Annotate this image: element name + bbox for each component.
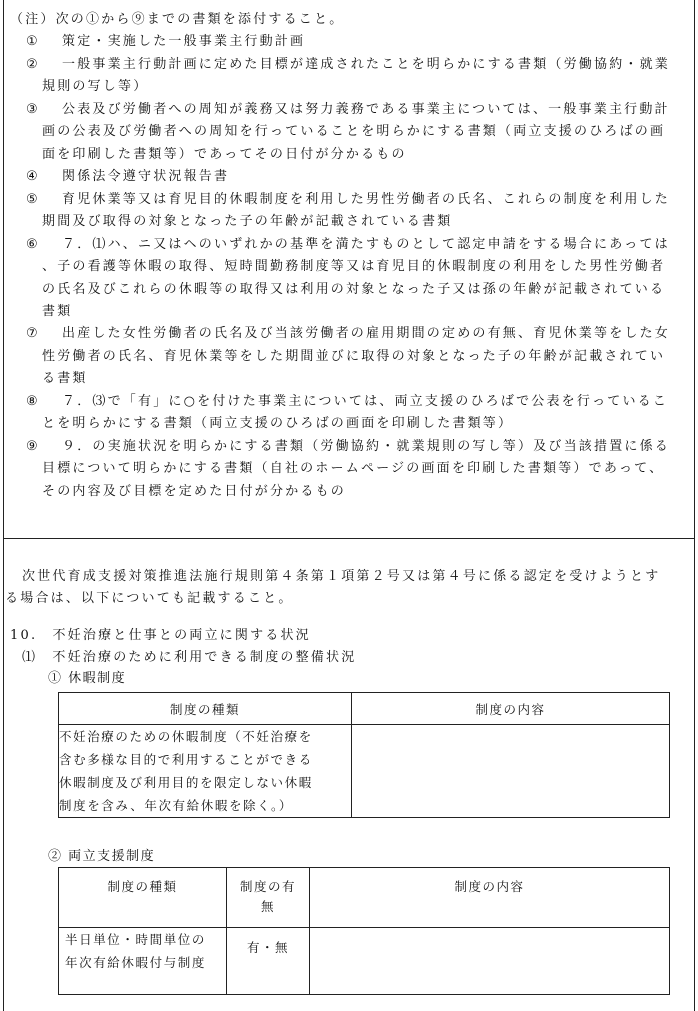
- note-6-number: ⑥: [26, 237, 38, 252]
- leave-row-content-cell[interactable]: [352, 725, 670, 818]
- table-header-row: [59, 693, 670, 725]
- support-row-type-line-1: 半日単位・時間単位の: [65, 932, 207, 947]
- note-7-line-2: 性労働者の氏名、育児休業等をした期間並びに取得の対象となった子の年齢が記載されてい: [42, 349, 666, 364]
- note-9-line-3: その内容及び目標を定めた日付が分かるもの: [42, 484, 347, 499]
- leave-col-type-header: 制度の種類: [59, 693, 352, 725]
- support-system-table: [58, 867, 670, 995]
- intro-line-1: 次世代育成支援対策推進法施行規則第４条第１項第２号又は第４号に係る認定を受けようとす: [22, 569, 661, 584]
- note-6-line-2: 、子の看護等休暇の取得、短時間勤務制度等又は育児目的休暇制度の利用をした男性労働者: [42, 259, 666, 274]
- leave-row-type-line-2: 含む多様な目的で利用することができる: [59, 752, 313, 767]
- support-system-title: ② 両立支援制度: [48, 849, 156, 864]
- note-6-line-1: ７．⑴ハ、ニ又はヘのいずれかの基準を満たすものとして認定申請をする場合にあっては: [62, 237, 670, 252]
- note-5-line-2: 期間及び取得の対象となった子の年齢が記載されている書類: [42, 214, 453, 229]
- leave-row-type-line-1: 不妊治療のための休暇制度（不妊治療を: [59, 729, 313, 744]
- note-7-number: ⑦: [26, 326, 38, 341]
- leave-system-title: ① 休暇制度: [48, 671, 127, 686]
- notes-heading: （注）次の①から⑨までの書類を添付すること。: [10, 12, 345, 27]
- note-2-line-2: 規則の写し等）: [42, 79, 149, 94]
- support-col-avail-line-2: 無: [260, 899, 275, 914]
- note-6-line-3: の氏名及びこれらの休暇等の取得又は利用の対象となった子又は孫の年齢が記載されている: [42, 282, 666, 297]
- leave-row-type-cell: [59, 725, 352, 818]
- note-2-line-1: 一般事業主行動計画に定めた目標が達成されたことを明らかにする書類（労働協約・就業: [62, 57, 671, 72]
- table-header-row: [59, 868, 670, 928]
- leave-system-table: [58, 692, 670, 818]
- support-col-avail-line-1: 制度の有: [239, 879, 296, 894]
- note-5-number: ⑤: [26, 192, 38, 207]
- note-9-line-1: ９．の実施状況を明らかにする書類（労働協約・就業規則の写し等）及び当該措置に係る: [62, 439, 671, 454]
- support-col-type-header: 制度の種類: [59, 868, 227, 928]
- table-row: [59, 725, 670, 818]
- note-1-number: ①: [26, 34, 38, 49]
- support-row-type-line-2: 年次有給休暇付与制度: [65, 955, 207, 970]
- section-10-title: 10. 不妊治療と仕事との両立に関する状況: [10, 628, 311, 643]
- page-border-left: [3, 0, 4, 1011]
- note-8-line-2: とを明らかにする書類（両立支援のひろばの画面を印刷した書類等）: [42, 416, 514, 431]
- note-1-line-1: 策定・実施した一般事業主行動計画: [62, 34, 306, 49]
- note-3-line-3: 面を印刷した書類等）であってその日付が分かるもの: [42, 147, 407, 162]
- note-9-line-2: 目標について明らかにする書類（自社のホームページの画面を印刷した書類等）であって、: [42, 461, 665, 476]
- leave-row-type-line-3: 休暇制度及び利用目的を限定しない休暇: [59, 775, 313, 790]
- support-row-content-cell[interactable]: [310, 928, 670, 995]
- note-8-line-1: ７．⑶で「有」に○を付けた事業主については、両立支援のひろばで公表を行っているこ: [62, 394, 669, 409]
- subsection-1-title: ⑴ 不妊治療のために利用できる制度の整備状況: [22, 650, 357, 665]
- note-2-number: ②: [26, 57, 38, 72]
- page-border-right: [694, 0, 695, 1011]
- note-7-line-1: 出産した女性労働者の氏名及び当該労働者の雇用期間の定めの有無、育児休業等をした女: [62, 326, 671, 341]
- leave-row-type-line-4: 制度を含み、年次有給休暇を除く。）: [59, 798, 293, 813]
- support-col-content-header: 制度の内容: [310, 868, 670, 928]
- note-7-line-3: る書類: [42, 371, 88, 386]
- intro-line-2: る場合は、以下についても記載すること。: [5, 591, 294, 606]
- support-row-type-cell: [59, 928, 227, 995]
- note-4-line-1: 関係法令遵守状況報告書: [62, 169, 230, 184]
- section-divider: [3, 538, 694, 539]
- note-9-number: ⑨: [26, 439, 38, 454]
- support-row-avail-cell[interactable]: 有・無: [227, 928, 310, 995]
- note-3-line-1: 公表及び労働者への周知が義務又は努力義務である事業主については、一般事業主行動計: [62, 102, 670, 117]
- note-5-line-1: 育児休業等又は育児目的休暇制度を利用した男性労働者の氏名、これらの制度を利用した: [62, 192, 671, 207]
- note-8-number: ⑧: [26, 394, 38, 409]
- support-col-avail-header: [227, 868, 310, 928]
- leave-col-content-header: 制度の内容: [352, 693, 670, 725]
- table-row: [59, 928, 670, 995]
- note-3-line-2: 画の公表及び労働者への周知を行っていることを明らかにする書類（両立支援のひろばの画: [42, 124, 666, 139]
- note-3-number: ③: [26, 102, 38, 117]
- note-6-line-4: 書類: [42, 304, 73, 319]
- note-4-number: ④: [26, 169, 38, 184]
